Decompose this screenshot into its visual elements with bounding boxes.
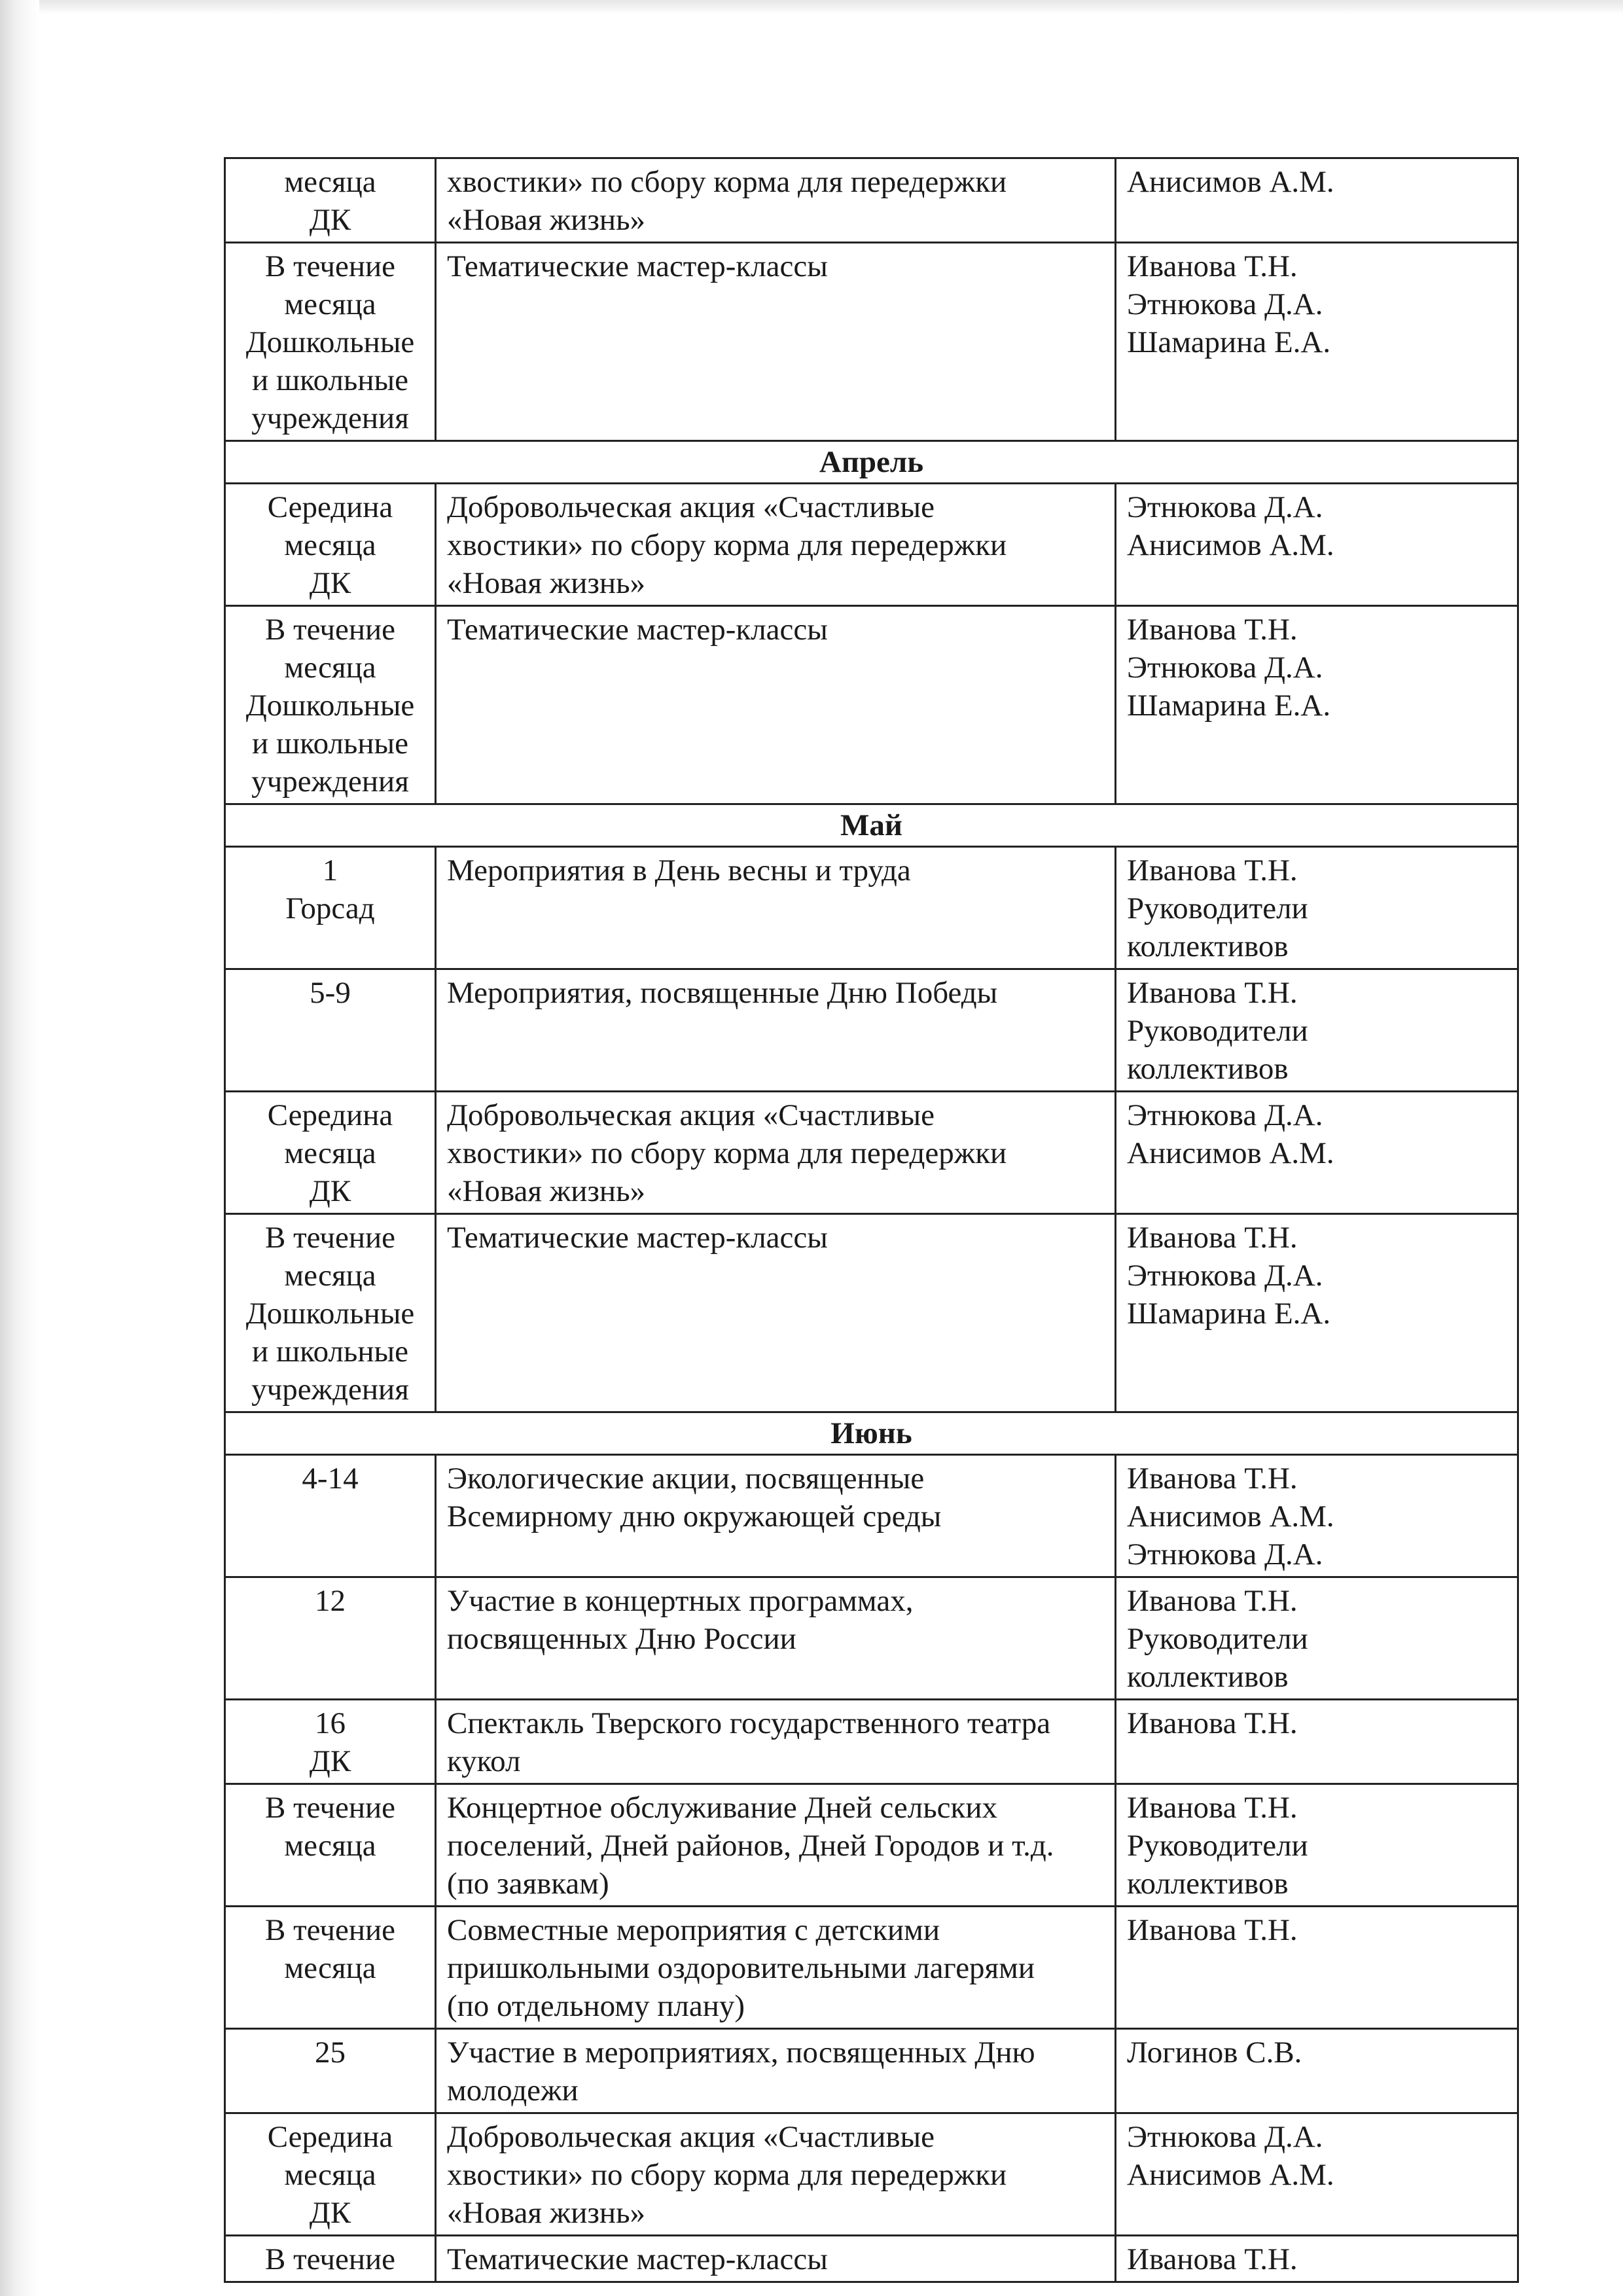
date-cell: В течение месяца bbox=[225, 1784, 436, 1907]
date-cell: Середина месяца ДК bbox=[225, 484, 436, 606]
responsible-cell: Логинов С.В. bbox=[1116, 2029, 1518, 2113]
responsible-cell: Иванова Т.Н. bbox=[1116, 2236, 1518, 2282]
responsible-cell: Этнюкова Д.А. Анисимов А.М. bbox=[1116, 484, 1518, 606]
table-row bbox=[225, 1214, 1518, 1412]
date-cell: 12 bbox=[225, 1577, 436, 1700]
event-cell: Добровольческая акция «Счастливые хвостики» по сбору корма для передержки «Новая жизнь» bbox=[436, 2113, 1116, 2236]
table-row bbox=[225, 1092, 1518, 1214]
scan-top-shadow bbox=[0, 0, 1623, 14]
date-cell: 5-9 bbox=[225, 969, 436, 1092]
date-cell: 1 Горсад bbox=[225, 847, 436, 969]
date-cell: Середина месяца ДК bbox=[225, 1092, 436, 1214]
table-row bbox=[225, 1784, 1518, 1907]
table-row bbox=[225, 484, 1518, 606]
event-cell: Добровольческая акция «Счастливые хвостики» по сбору корма для передержки «Новая жизнь» bbox=[436, 484, 1116, 606]
responsible-cell: Иванова Т.Н. Этнюкова Д.А. Шамарина Е.А. bbox=[1116, 243, 1518, 441]
date-cell: месяца ДК bbox=[225, 158, 436, 243]
responsible-cell: Анисимов А.М. bbox=[1116, 158, 1518, 243]
event-cell: Тематические мастер-классы bbox=[436, 2236, 1116, 2282]
responsible-cell: Иванова Т.Н. bbox=[1116, 1907, 1518, 2029]
event-cell: Добровольческая акция «Счастливые хвостики» по сбору корма для передержки «Новая жизнь» bbox=[436, 1092, 1116, 1214]
month-header-row bbox=[225, 441, 1518, 484]
event-cell: Концертное обслуживание Дней сельских поселений, Дней районов, Дней Городов и т.д. (по заявкам) bbox=[436, 1784, 1116, 1907]
event-cell: Мероприятия в День весны и труда bbox=[436, 847, 1116, 969]
responsible-cell: Иванова Т.Н. Руководители коллективов bbox=[1116, 1784, 1518, 1907]
table-row bbox=[225, 243, 1518, 441]
date-cell: В течение месяца Дошкольные и школьные учреждения bbox=[225, 1214, 436, 1412]
responsible-cell: Иванова Т.Н. Руководители коллективов bbox=[1116, 969, 1518, 1092]
table-row bbox=[225, 847, 1518, 969]
responsible-cell: Этнюкова Д.А. Анисимов А.М. bbox=[1116, 2113, 1518, 2236]
month-header-row bbox=[225, 1412, 1518, 1455]
events-plan-table bbox=[224, 157, 1519, 2283]
table-row bbox=[225, 1577, 1518, 1700]
event-cell: Совместные мероприятия с детскими пришкольными оздоровительными лагерями (по отдельному плану) bbox=[436, 1907, 1116, 2029]
date-cell: В течение месяца bbox=[225, 1907, 436, 2029]
table-row bbox=[225, 969, 1518, 1092]
table-row bbox=[225, 1700, 1518, 1784]
scan-left-shadow bbox=[0, 0, 39, 2296]
date-cell: 25 bbox=[225, 2029, 436, 2113]
responsible-cell: Иванова Т.Н. Анисимов А.М. Этнюкова Д.А. bbox=[1116, 1455, 1518, 1577]
month-header: Апрель bbox=[225, 441, 1518, 484]
date-cell: В течение bbox=[225, 2236, 436, 2282]
table-row bbox=[225, 1907, 1518, 2029]
date-cell: Середина месяца ДК bbox=[225, 2113, 436, 2236]
table-row bbox=[225, 606, 1518, 804]
month-header: Май bbox=[225, 804, 1518, 847]
table-row bbox=[225, 2113, 1518, 2236]
responsible-cell: Иванова Т.Н. Руководители коллективов bbox=[1116, 847, 1518, 969]
table-row bbox=[225, 158, 1518, 243]
date-cell: 4-14 bbox=[225, 1455, 436, 1577]
event-cell: Экологические акции, посвященные Всемирному дню окружающей среды bbox=[436, 1455, 1116, 1577]
table-row bbox=[225, 2029, 1518, 2113]
event-cell: Тематические мастер-классы bbox=[436, 243, 1116, 441]
table-row bbox=[225, 1455, 1518, 1577]
event-cell: Участие в мероприятиях, посвященных Дню молодежи bbox=[436, 2029, 1116, 2113]
month-header-row bbox=[225, 804, 1518, 847]
month-header: Июнь bbox=[225, 1412, 1518, 1455]
event-cell: хвостики» по сбору корма для передержки «Новая жизнь» bbox=[436, 158, 1116, 243]
responsible-cell: Иванова Т.Н. Руководители коллективов bbox=[1116, 1577, 1518, 1700]
date-cell: В течение месяца Дошкольные и школьные учреждения bbox=[225, 243, 436, 441]
table-row bbox=[225, 2236, 1518, 2282]
responsible-cell: Иванова Т.Н. bbox=[1116, 1700, 1518, 1784]
event-cell: Участие в концертных программах, посвященных Дню России bbox=[436, 1577, 1116, 1700]
responsible-cell: Этнюкова Д.А. Анисимов А.М. bbox=[1116, 1092, 1518, 1214]
event-cell: Тематические мастер-классы bbox=[436, 606, 1116, 804]
responsible-cell: Иванова Т.Н. Этнюкова Д.А. Шамарина Е.А. bbox=[1116, 606, 1518, 804]
event-cell: Спектакль Тверского государственного театра кукол bbox=[436, 1700, 1116, 1784]
responsible-cell: Иванова Т.Н. Этнюкова Д.А. Шамарина Е.А. bbox=[1116, 1214, 1518, 1412]
event-cell: Тематические мастер-классы bbox=[436, 1214, 1116, 1412]
events-plan-table-body bbox=[225, 158, 1518, 2282]
date-cell: 16 ДК bbox=[225, 1700, 436, 1784]
event-cell: Мероприятия, посвященные Дню Победы bbox=[436, 969, 1116, 1092]
date-cell: В течение месяца Дошкольные и школьные учреждения bbox=[225, 606, 436, 804]
